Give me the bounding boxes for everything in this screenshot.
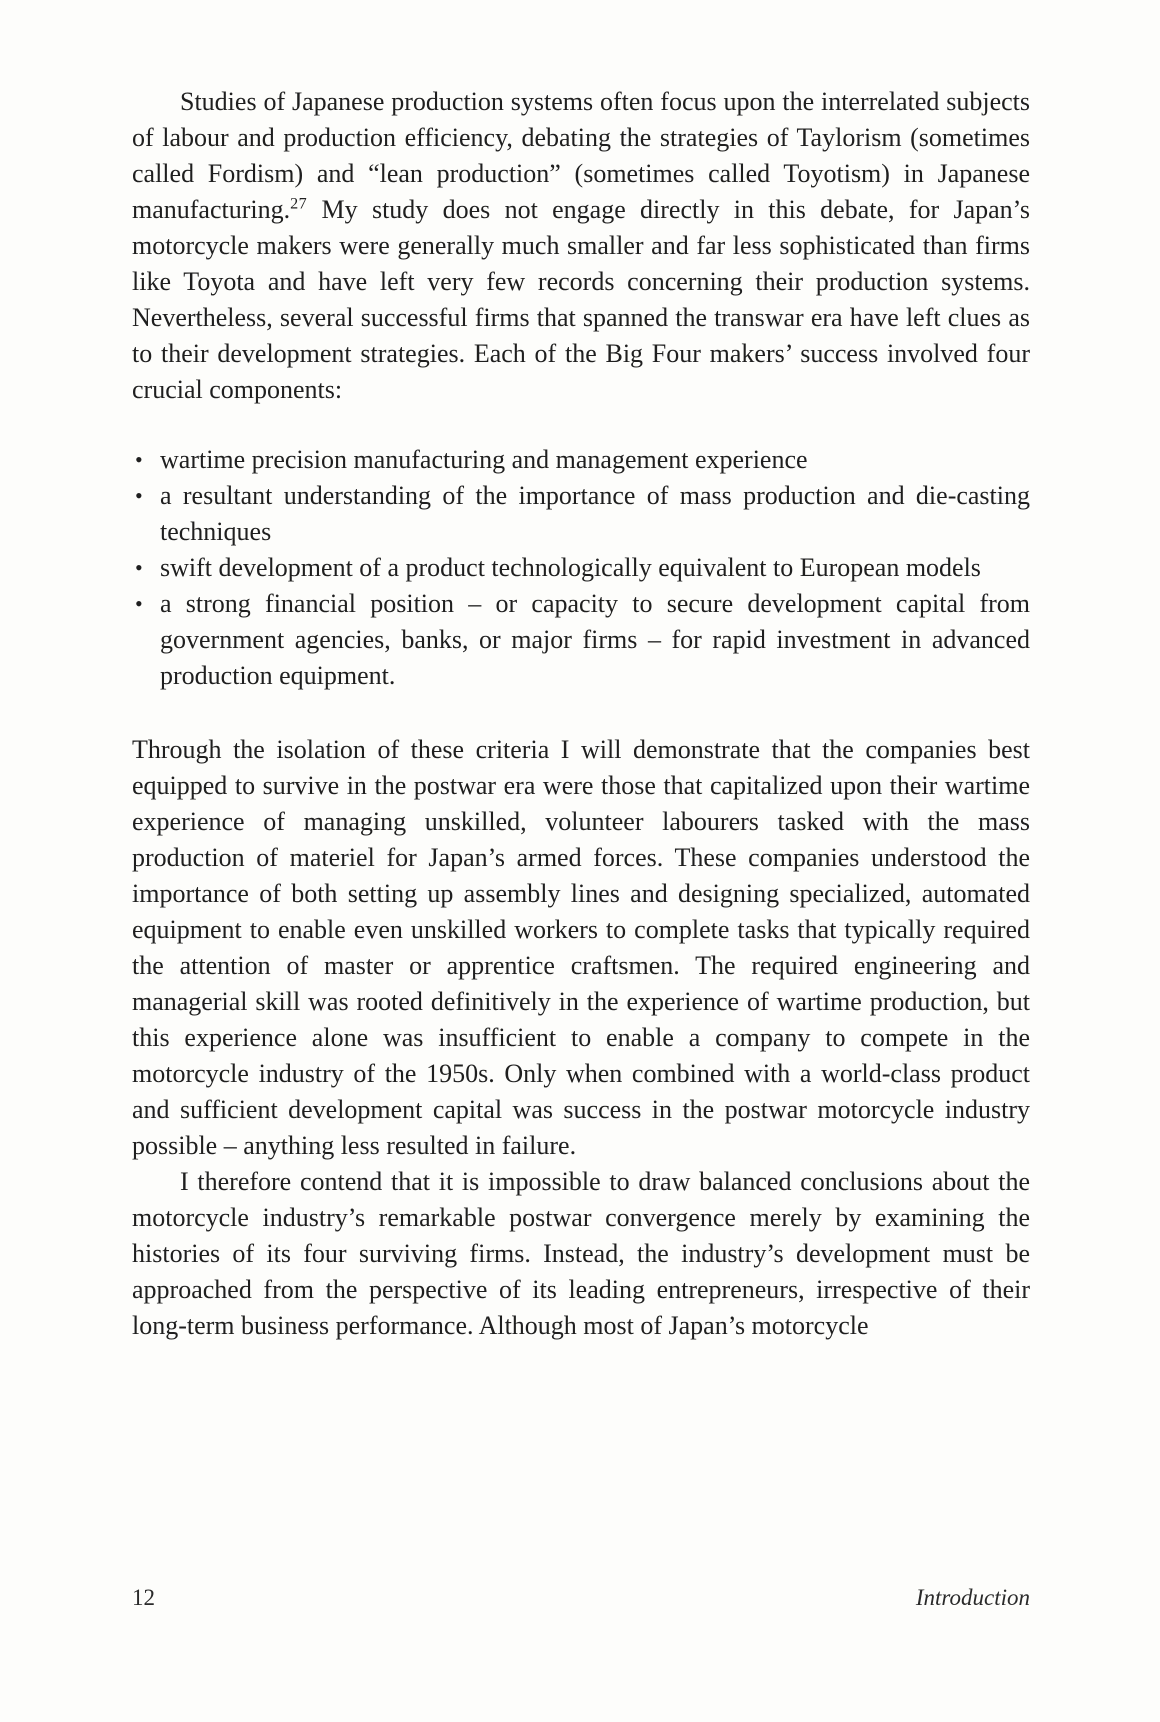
bullet-icon: • [135,483,143,508]
running-footer-section-title: Introduction [915,1585,1030,1610]
list-item [132,478,1030,550]
page-footer [132,1585,1030,1611]
bullet-icon: • [135,591,143,616]
page-body [132,84,1030,1344]
footnote-reference-27: 27 [290,195,308,213]
page-number: 12 [132,1585,155,1610]
list-item-text: swift development of a product technologically equivalent to European models [160,553,981,582]
paragraph-text: My study does not engage directly in this debate, for Japan’s motorcycle makers were generally much smaller and far less sophisticated than firms like Toyota and have left very few records concerning their production systems. Nevertheless, several successful firms that spanned the transwar era have left clues as to their development strategies. Each of the Big Four makers’ success involved four crucial components: [132,195,1030,404]
list-item [132,550,1030,586]
paragraph-criteria-isolation: Through the isolation of these criteria I will demonstrate that the companies best equipped to survive in the postwar era were those that capitalized upon their wartime experience of managing unskilled, volunteer labourers tasked with the mass production of materiel for Japan’s armed forces. These companies understood the importance of both setting up assembly lines and designing specialized, automated equipment to enable even unskilled workers to complete tasks that typically required the attention of master or apprentice craftsmen. The required engineering and managerial skill was rooted definitively in the experience of wartime production, but this experience alone was insufficient to enable a company to compete in the motorcycle industry of the 1950s. Only when combined with a world-class product and sufficient development capital was success in the postwar motorcycle industry possible – anything less resulted in failure. [132,735,1030,1160]
list-item [132,442,1030,478]
paragraph-text: Studies of Japanese production systems often focus upon the interrelated subjects of labour and production efficiency, debating the strategies of Taylorism (sometimes called Fordism) and “lean production” (sometimes called Toyotism) in Japanese manufacturing. [132,87,1030,224]
list-item-text: a resultant understanding of the importance of mass production and die-casting techniques [160,481,1030,546]
bullet-icon: • [135,555,143,580]
paragraph-contention: I therefore contend that it is impossible to draw balanced conclusions about the motorcycle industry’s remarkable postwar convergence merely by examining the histories of its four surviving firms. Instead, the industry’s development must be approached from the perspective of its leading entrepreneurs, irrespective of their long-term business performance. Although most of Japan’s motorcycle [132,1167,1030,1340]
paragraph-production-systems [132,84,1030,408]
list-item-text: wartime precision manufacturing and management experience [160,445,808,474]
list-item [132,586,1030,694]
bullet-list-crucial-components [132,442,1030,694]
bullet-icon: • [135,447,143,472]
list-item-text: a strong financial position – or capacity to secure development capital from government agencies, banks, or major firms – for rapid investment in advanced production equipment. [160,589,1030,690]
